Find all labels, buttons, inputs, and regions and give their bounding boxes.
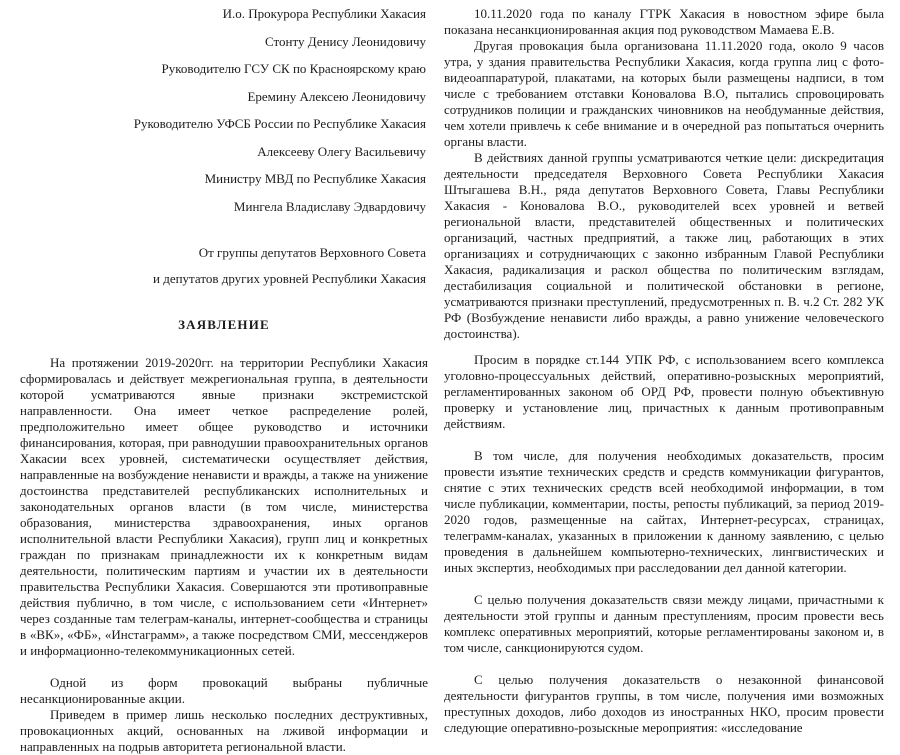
body-paragraph: В том числе, для получения необходимых доказательств, просим провести изъятие технических средств и средств коммуникации фигурантов, снятие с этих технических средств всей необходимой информации, в том числе публикации, комментарии, посты, репосты публикаций, за период 2019-2020 годов, размещенные на сайтах, Интернет-ресурсах, страницах, телеграмм-каналах, указанных в приложении к данному заявлению, с целью проведения в дальнейшем компьютерно-технических, лингвистических и иных экспертиз, необходимых при расследовании дел данной категории. [444, 448, 884, 575]
body-paragraph: Одной из форм провокаций выбраны публичные несанкционированные акции. [20, 674, 428, 706]
addressee-line: Еремину Алексею Леонидовичу [247, 88, 426, 104]
addressee-block [20, 6, 428, 215]
addressee-line: Руководителю УФСБ России по Республике Хакасия [133, 116, 426, 131]
body-paragraph: Просим в порядке ст.144 УПК РФ, с использованием всего комплекса уголовно-процессуальных действий, оперативно-розыскных мероприятий, регламентированных законом об ОРД РФ, провести полную объективную проверку и установление лиц, причастных к данным противоправным действиям. [444, 352, 884, 431]
addressee-line: Руководителю ГСУ СК по Красноярскому краю [161, 61, 426, 76]
addressee-line: И.о. Прокурора Республики Хакасия [222, 6, 426, 21]
addressee-line: Стонту Денису Леонидовичу [265, 33, 426, 49]
sender-line: и депутатов других уровней Республики Хакасия [153, 270, 426, 286]
body-paragraph: Приведем в пример лишь несколько последних деструктивных, провокационных акций, основанных на лживой информации и направленных на подрыв авторитета региональной власти. [20, 706, 428, 754]
right-column [444, 6, 884, 736]
left-column [20, 6, 428, 755]
body-paragraph: 10.11.2020 года по каналу ГТРК Хакасия в новостном эфире была показана несанкционированная акция под руководством Мамаева Е.В. [444, 6, 884, 37]
sender-block [20, 245, 428, 287]
body-paragraph: С целью получения доказательств о незаконной финансовой деятельности фигурантов группы, в том числе, получения ими возможных преступных доходов, либо доходов из иностранных НКО, просим провести следующие оперативно-розыскные мероприятия: «исследование [444, 672, 884, 735]
body-paragraph: С целью получения доказательств связи между лицами, причастными к деятельности этой группы и данным преступлениям, просим провести весь комплекс оперативных мероприятий, которые регламентированы законом и, в том числе, санкционируются судом. [444, 592, 884, 655]
addressee-line: Министру МВД по Республике Хакасия [204, 171, 426, 186]
addressee-line: Мингела Владиславу Эдвардовичу [233, 198, 426, 214]
body-paragraph: Другая провокация была организована 11.11.2020 года, около 9 часов утра, у здания правительства Республики Хакасия, когда группа лиц с фото-видеоаппаратурой, плакатами, на которых были размещены надписи, в том числе с требованием отставки Коновалова В.О, пытались спровоцировать сотрудников полиции и гражданских чиновников на необдуманные действия, чем хотели привлечь к себе внимание и в очередной раз попытаться очернить органы власти. [444, 38, 884, 149]
body-paragraph: В действиях данной группы усматриваются четкие цели: дискредитация деятельности председателя Верховного Совета Республики Хакасия Штыгашева В.Н., ряда депутатов Верховного Совета, Главы Республики Хакасия - Коновалова В.О., руководителей всех уровней и ветвей региональной власти, представителей общественных и политических организаций, частных предприятий, а также лиц, работающих в этих организациях и сотрудничающих с законно избранным Главой Республики Хакасия, радикализация и раскол общества по политическим взглядам, дестабилизация социальной и политической обстановки в регионе, усматриваются признаки преступлений, предусмотренных п. В. ч.2 Ст. 282 УК РФ (Возбуждение ненависти либо вражды, а равно унижение человеческого достоинства). [444, 150, 884, 341]
sender-line: От группы депутатов Верховного Совета [198, 244, 426, 260]
body-paragraph: На протяжении 2019-2020гг. на территории Республики Хакасия сформировалась и действует межрегиональная группа, в деятельности которой усматриваются явные признаки экстремистской направленности. Она имеет четкое распределение ролей, предположительно имеет общее руководство и источники финансирования, которая, при равнодушии правоохранительных органов Хакасии всех уровней, систематически осуществляет действия, направленные на возбуждение ненависти и вражды, а также на унижение достоинства представителей республиканских исполнительных и законодательных органов власти (в том числе, министерства образования, министерства здравоохранения, иных органов исполнительной власти Республики Хакасия), групп лиц и конкретных граждан по признакам принадлежности их к конкретным видам деятельности, политическим партиям и участии их в деятельности правительства Республики Хакасия. Совершаются эти противоправные действия публично, в том числе, с использованием сети «Интернет» через созданные там телеграм-каналы, интернет-сообщества и страницы в «ВК», «ФБ», «Инстаграмм», а также посредством СМИ, мессенджеров и информационно-телекоммуникационных сетей. [20, 354, 428, 658]
addressee-line: Алексееву Олегу Васильевичу [257, 143, 426, 159]
document-title: ЗАЯВЛЕНИЕ [178, 316, 270, 332]
